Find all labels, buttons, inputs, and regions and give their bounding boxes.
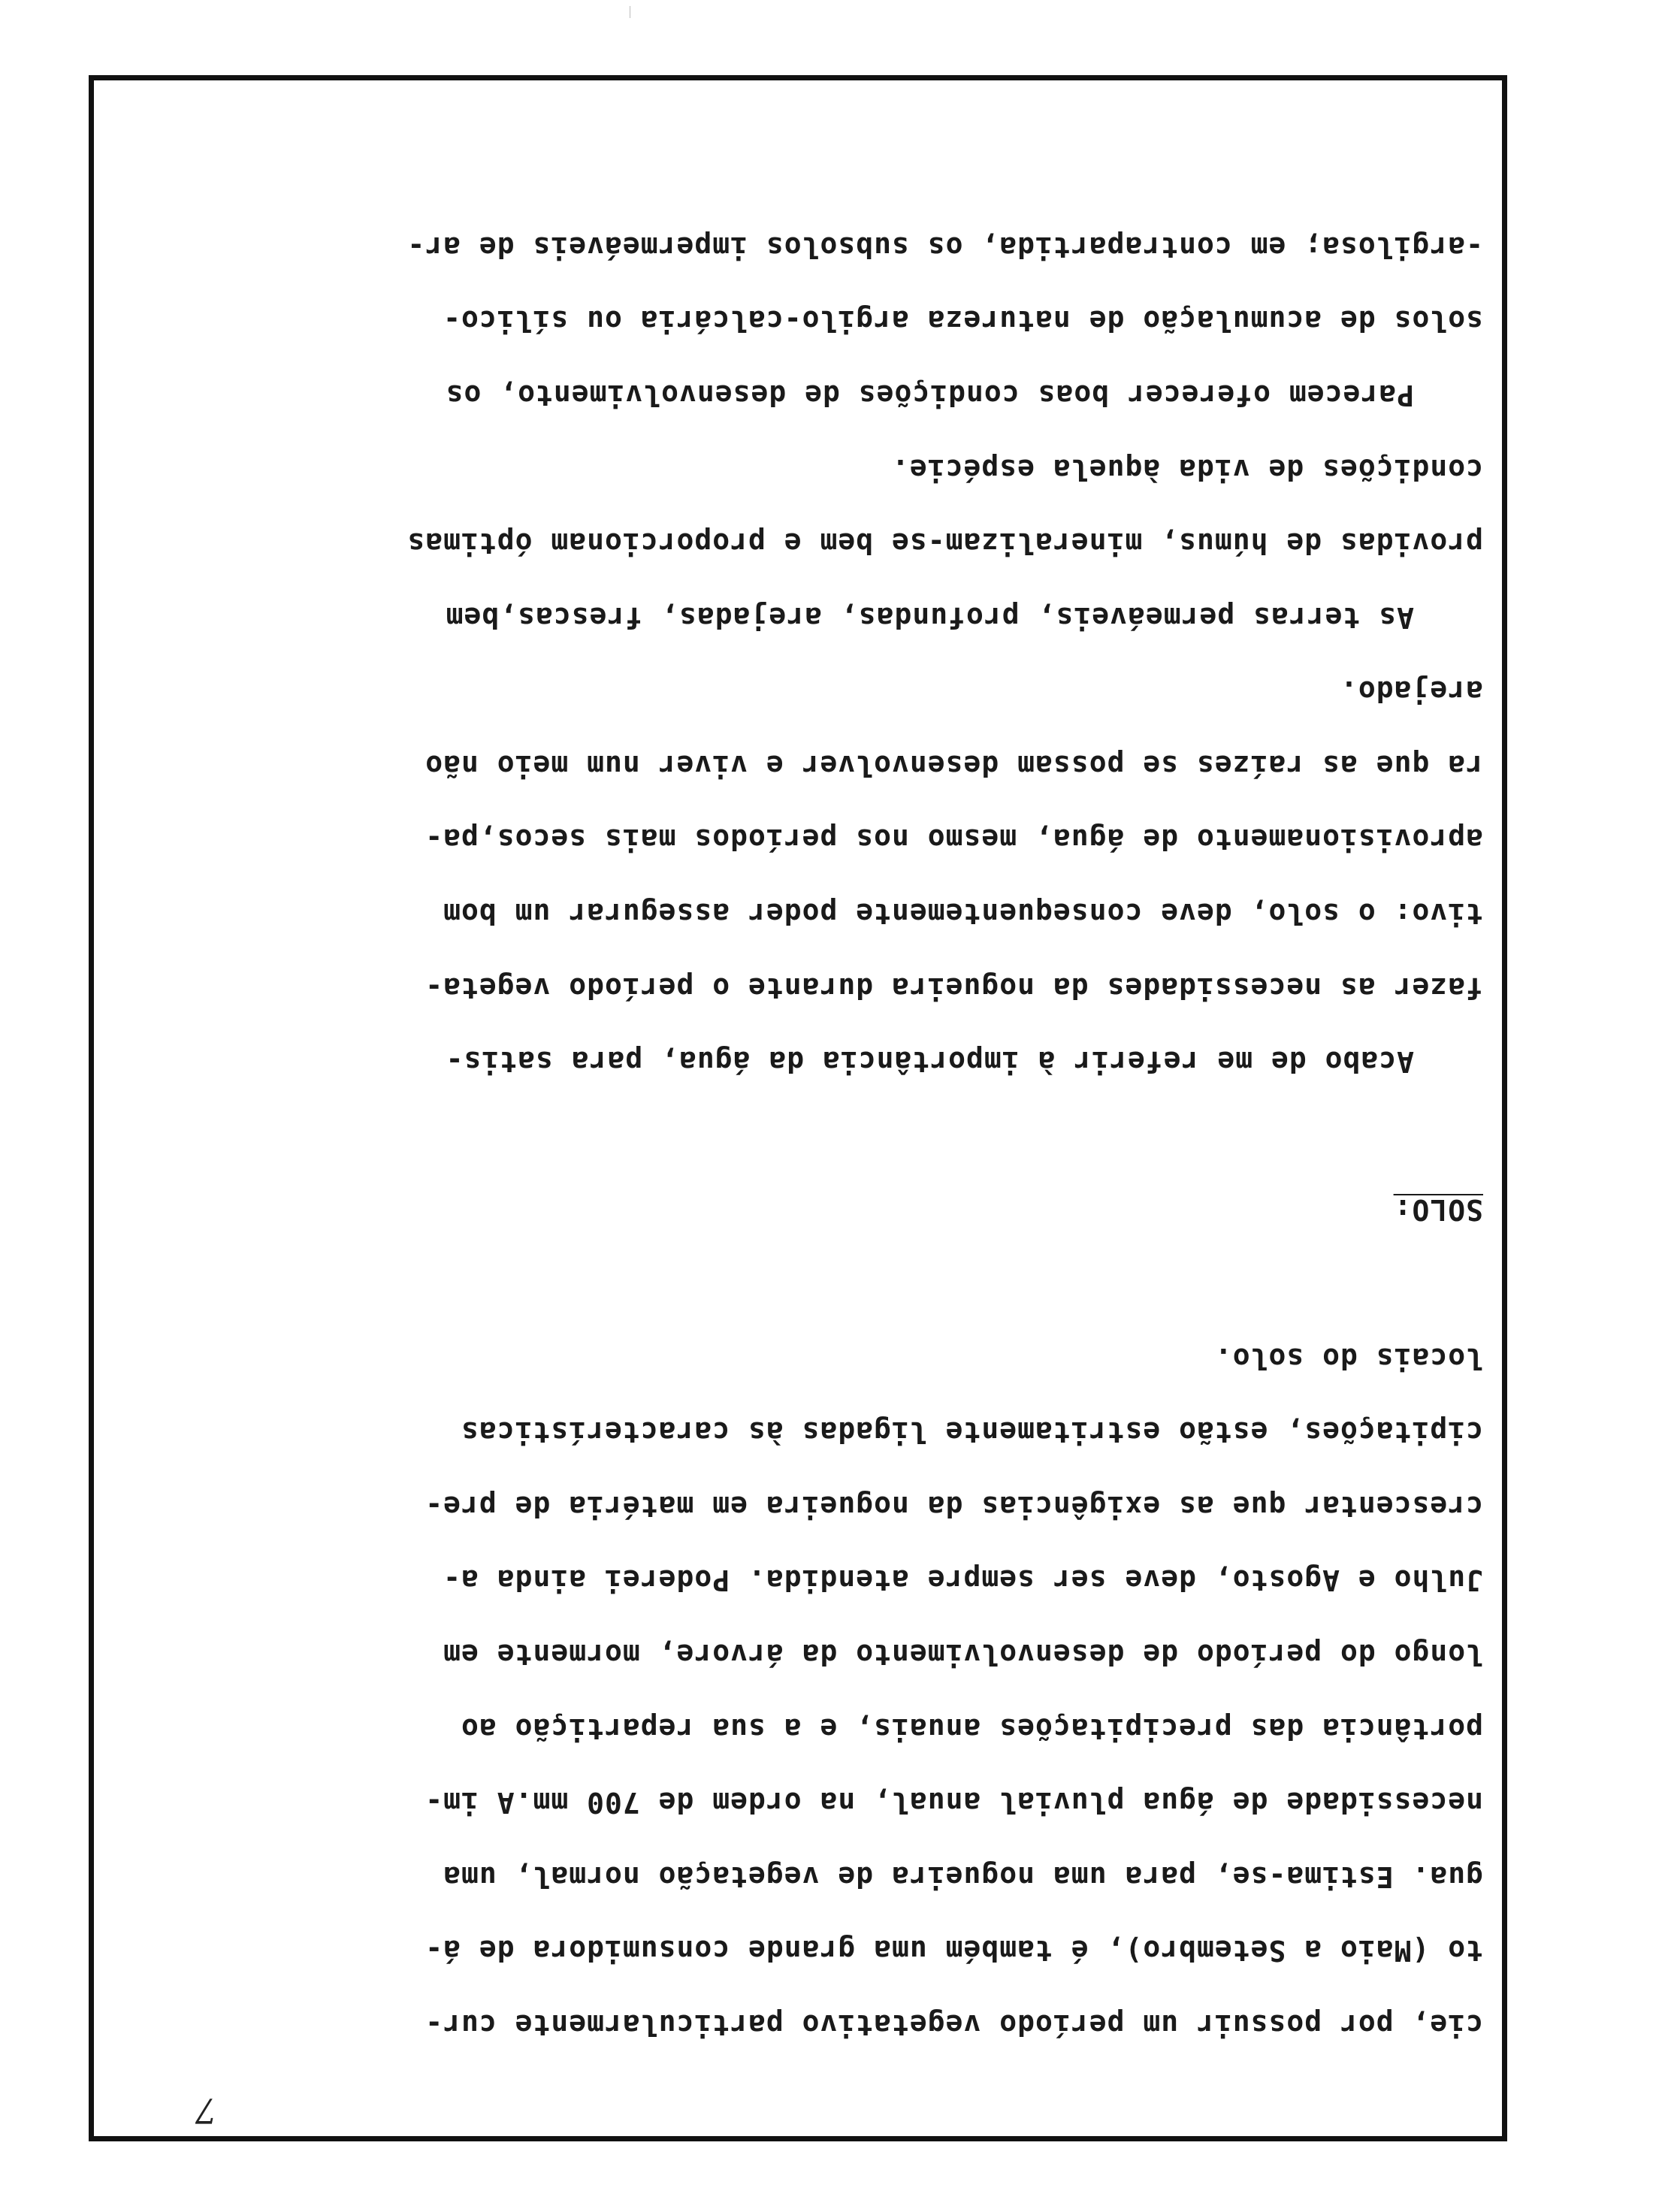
text-line: ra que as raízes se possam desenvolver e viver num meio não xyxy=(425,748,1483,782)
text-line: gua. Estima-se, para uma nogueira de vegetação normal, uma xyxy=(443,1860,1483,1893)
text-line: Julho e Agosto, deve ser sempre atendida. Poderei ainda a- xyxy=(443,1564,1483,1597)
text-line: to (Maio a Setembro), é também uma grande consumidora de á- xyxy=(425,1934,1483,1968)
text-line: aprovisionamento de água, mesmo nos períodos mais secos,pa- xyxy=(425,823,1483,857)
text-line: Acabo de me referir à importância da água, para satis- xyxy=(445,1045,1414,1079)
text-line: providas de húmus, mineralizam-se bem e proporcionam óptimas xyxy=(406,527,1483,561)
text-line: fazer as necessidades da nogueira durante o período vegeta- xyxy=(425,971,1483,1005)
text-line: condições de vida àquela espécie. xyxy=(891,452,1483,486)
text-line: As terras permeáveis, profundas, arejadas, frescas,bem xyxy=(445,600,1414,634)
text-line: cie, por possuir um período vegetativo particularmente cur- xyxy=(425,2008,1483,2041)
page-number: 7 xyxy=(195,2090,217,2131)
section-heading-line xyxy=(131,1173,1483,1247)
text-line: -argilosa; em contrapartida, os subsolos impermeáveis de ar- xyxy=(406,230,1483,264)
text-line: arejado. xyxy=(1339,675,1483,709)
blank-line xyxy=(131,1098,1483,1173)
text-line: necessidade de água pluvial anual, na ordem de 700 mm.A im- xyxy=(425,1786,1483,1820)
blank-line xyxy=(131,1247,1483,1321)
text-line: cipitações, estão estritamente ligadas às características xyxy=(460,1416,1483,1449)
document-body xyxy=(131,210,1483,2062)
section-heading: SOLO: xyxy=(1393,1193,1483,1227)
text-line: longo do período de desenvolvimento da árvore, mormente em xyxy=(443,1638,1483,1672)
text-line: portância das precipitações anuais, e a sua repartição ao xyxy=(460,1712,1483,1745)
text-line: Parecem oferecer boas condições de desenvolvimento, os xyxy=(445,378,1414,412)
text-line: locais do solo. xyxy=(1213,1341,1483,1375)
text-line: crescentar que as exigências da nogueira em matéria de pre- xyxy=(425,1489,1483,1523)
text-line: tivo: o solo, deve consequentemente poder assegurar um bom xyxy=(443,897,1483,931)
text-line: solos de acumulação de natureza argilo-calcária ou sílico- xyxy=(443,304,1483,338)
